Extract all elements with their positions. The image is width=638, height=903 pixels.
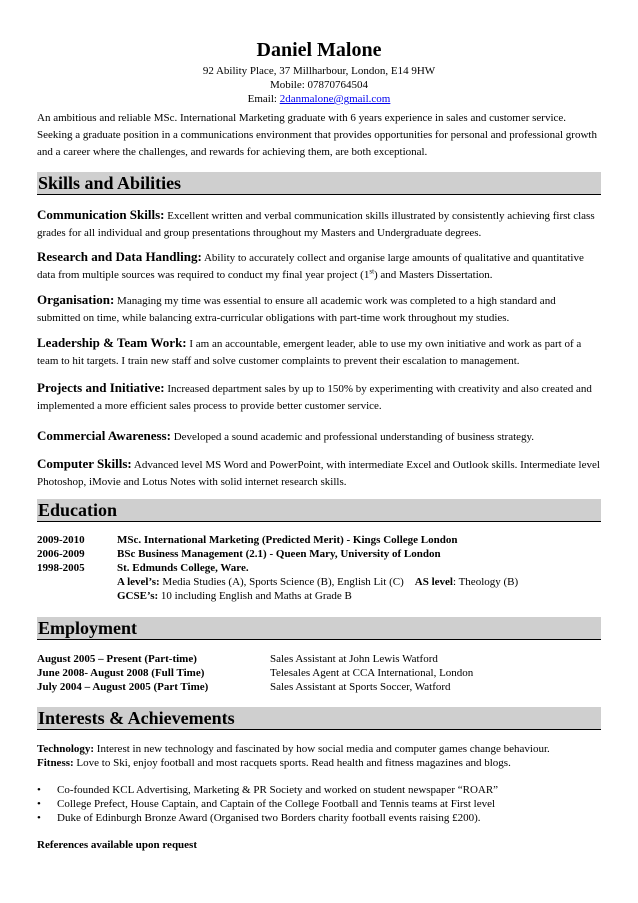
as-level-text: : Theology (B): [452, 576, 519, 588]
employment-dates: July 2004 – August 2005 (Part Time): [37, 681, 209, 693]
email-line: [37, 92, 601, 106]
education-institution: MSc. International Marketing (Predicted Merit) - Kings College London: [117, 534, 458, 546]
skill-commercial: [37, 427, 601, 446]
candidate-name: Daniel Malone: [256, 39, 382, 61]
section-skills-title: Skills and Abilities: [38, 173, 182, 193]
interest-label: Fitness:: [37, 757, 74, 769]
skill-text: Excellent written and verbal communication skills illustrated by consistently achieving first class grades for all individual and group presentations throughout my Masters and Undergraduate degrees.: [37, 210, 595, 239]
skill-text: Ability to accurately collect and organise large amounts of qualitative and quantitative data from multiple sources was required to conduct my final year project (1: [37, 252, 584, 281]
interest-fitness: [37, 756, 601, 770]
education-years: 2006-2009: [37, 548, 85, 560]
section-skills-header: [37, 172, 601, 195]
alevels-line: [117, 575, 518, 589]
education-years: 2009-2010: [37, 534, 85, 546]
references-note: References available upon request: [37, 839, 197, 851]
skill-text-end: ) and Masters Dissertation.: [374, 269, 493, 281]
bullet-icon: •: [37, 812, 41, 824]
employment-role: Sales Assistant at Sports Soccer, Watford: [270, 681, 451, 693]
employment-dates: August 2005 – Present (Part-time): [37, 653, 197, 665]
skill-research: [37, 248, 601, 284]
interest-label: Technology:: [37, 743, 95, 755]
education-institution: BSc Business Management (2.1) - Queen Mary, University of London: [117, 548, 441, 560]
skill-heading: Commercial Awareness:: [37, 428, 171, 443]
gcse-line: [117, 589, 352, 603]
gcse-text: 10 including English and Maths at Grade B: [158, 590, 352, 602]
alevels-label: A level’s:: [117, 576, 160, 588]
address-line: 92 Ability Place, 37 Millharbour, London, E14 9HW: [202, 65, 436, 77]
skill-text: Developed a sound academic and professional understanding of business strategy.: [170, 431, 535, 443]
education-years: 1998-2005: [37, 562, 85, 574]
skill-text: Managing my time was essential to ensure all academic work was completed to a high standard and submitted on time, while balancing extra-curricular obligations with part-time work throughout my studies.: [37, 295, 556, 324]
section-interests-title: Interests & Achievements: [38, 708, 235, 728]
summary-paragraph: An ambitious and reliable MSc. International Marketing graduate with 6 years experience in sales and customer service. Seeking a graduate position in a communications environment that provides opportunities for personal and professional growth and a career where the challenges, and rewards for achieving them, are both exceptional.: [37, 112, 597, 158]
skill-text: Advanced level MS Word and PowerPoint, with intermediate Excel and Outlook skills. Intermediate level Photoshop, iMovie and Lotus Notes with solid internet research skills.: [37, 459, 600, 488]
skill-organisation: [37, 291, 601, 327]
skill-projects: [37, 379, 601, 415]
achievement-text: Duke of Edinburgh Bronze Award (Organised two Borders charity football events raising £200).: [57, 812, 481, 824]
email-link[interactable]: 2danmalone@gmail.com: [279, 93, 391, 105]
section-employment-title: Employment: [38, 618, 137, 638]
employment-role: Sales Assistant at John Lewis Watford: [270, 653, 438, 665]
gcse-label: GCSE’s:: [117, 590, 159, 602]
interest-text: Love to Ski, enjoy football and most racquets sports. Read health and fitness magazines and blogs.: [73, 757, 511, 769]
skill-communication: [37, 206, 601, 242]
bullet-icon: •: [37, 798, 41, 810]
skill-text: I am an accountable, emergent leader, able to use my own initiative and work as part of a team to hit targets. I train new staff and solve customer complaints to prevent their escalation to management.: [37, 338, 582, 367]
skill-heading: Research and Data Handling:: [37, 249, 202, 264]
skill-heading: Computer Skills:: [37, 456, 132, 471]
superscript: st: [369, 267, 375, 276]
achievement-text: College Prefect, House Captain, and Captain of the College Football and Tennis teams at First level: [57, 798, 496, 810]
skill-heading: Organisation:: [37, 292, 115, 307]
interest-technology: [37, 742, 601, 756]
skill-text: Increased department sales by up to 150% by experimenting with creativity and also created and implemented a more efficient sales process to provide better customer service.: [37, 383, 592, 412]
skill-leadership: [37, 334, 601, 370]
mobile-line: Mobile: 07870764504: [269, 79, 369, 91]
skill-heading: Projects and Initiative:: [37, 380, 165, 395]
as-level-label: AS level: [414, 576, 453, 588]
bullet-icon: •: [37, 784, 41, 796]
section-education-header: [37, 499, 601, 522]
section-education-title: Education: [38, 500, 118, 520]
education-institution: St. Edmunds College, Ware.: [117, 562, 249, 574]
email-label: Email:: [247, 93, 280, 105]
achievement-text: Co-founded KCL Advertising, Marketing & PR Society and worked on student newspaper “ROAR”: [57, 784, 499, 796]
alevels-text: Media Studies (A), Sports Science (B), English Lit (C): [159, 576, 404, 588]
employment-dates: June 2008- August 2008 (Full Time): [37, 667, 205, 679]
skill-computer: [37, 455, 601, 491]
skill-heading: Communication Skills:: [37, 207, 165, 222]
skill-heading: Leadership & Team Work:: [37, 335, 187, 350]
interest-text: Interest in new technology and fascinated by how social media and computer games change behaviour.: [94, 743, 550, 755]
section-employment-header: [37, 617, 601, 640]
employment-role: Telesales Agent at CCA International, London: [270, 667, 474, 679]
section-interests-header: [37, 707, 601, 730]
